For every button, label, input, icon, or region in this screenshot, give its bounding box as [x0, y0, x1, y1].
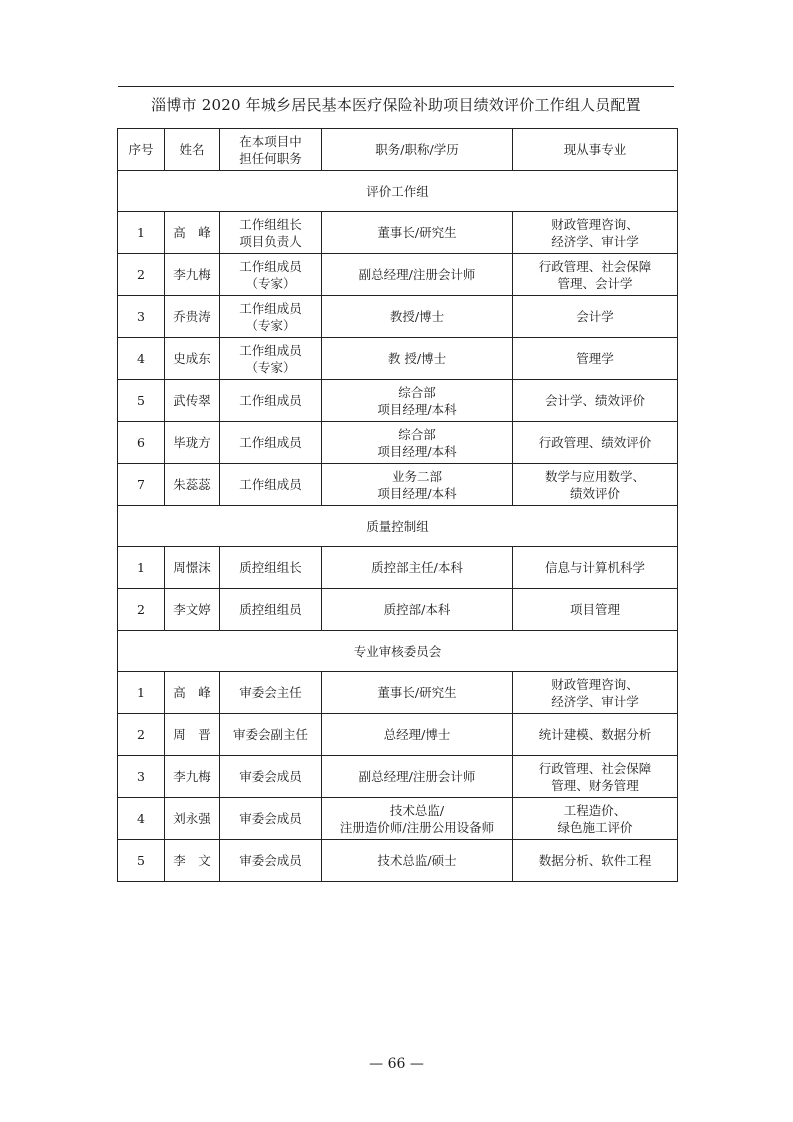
- cell-name: 李九梅: [165, 756, 220, 798]
- group-header-row: [118, 506, 678, 547]
- header-major: 现从事专业: [513, 129, 678, 171]
- cell-role: 工作组成员 （专家）: [220, 338, 322, 380]
- cell-role: 审委会成员: [220, 756, 322, 798]
- top-rule: [118, 86, 674, 87]
- cell-name: 李九梅: [165, 254, 220, 296]
- cell-major: 会计学: [513, 296, 678, 338]
- cell-role: 质控组组员: [220, 589, 322, 631]
- cell-major: 数据分析、软件工程: [513, 840, 678, 882]
- cell-no: 1: [118, 672, 165, 714]
- cell-name: 刘永强: [165, 798, 220, 840]
- cell-role: 工作组成员: [220, 422, 322, 464]
- cell-name: 史成东: [165, 338, 220, 380]
- cell-title: 技术总监/硕士: [322, 840, 513, 882]
- cell-role: 审委会主任: [220, 672, 322, 714]
- cell-role: 审委会成员: [220, 798, 322, 840]
- group-title: 质量控制组: [118, 506, 678, 547]
- cell-no: 2: [118, 589, 165, 631]
- group-header-row: [118, 171, 678, 212]
- cell-major: 统计建模、数据分析: [513, 714, 678, 756]
- cell-title: 综合部 项目经理/本科: [322, 380, 513, 422]
- cell-major: 行政管理、社会保障 管理、财务管理: [513, 756, 678, 798]
- cell-role: 工作组组长 项目负责人: [220, 212, 322, 254]
- table-row: [118, 714, 678, 756]
- table-row: [118, 212, 678, 254]
- cell-role: 审委会成员: [220, 840, 322, 882]
- header-role: 在本项目中 担任何职务: [220, 129, 322, 171]
- cell-name: 朱蕊蕊: [165, 464, 220, 506]
- cell-no: 1: [118, 212, 165, 254]
- cell-major: 财政管理咨询、 经济学、审计学: [513, 212, 678, 254]
- table-row: [118, 756, 678, 798]
- table-row: [118, 254, 678, 296]
- header-title: 职务/职称/学历: [322, 129, 513, 171]
- cell-title: 教 授/博士: [322, 338, 513, 380]
- cell-major: 数学与应用数学、 绩效评价: [513, 464, 678, 506]
- cell-no: 2: [118, 254, 165, 296]
- cell-role: 质控组组长: [220, 547, 322, 589]
- cell-name: 高 峰: [165, 212, 220, 254]
- cell-major: 行政管理、绩效评价: [513, 422, 678, 464]
- cell-name: 武传翠: [165, 380, 220, 422]
- cell-no: 5: [118, 840, 165, 882]
- table-row: [118, 798, 678, 840]
- cell-major: 项目管理: [513, 589, 678, 631]
- cell-title: 董事长/研究生: [322, 672, 513, 714]
- cell-role: 工作组成员 （专家）: [220, 296, 322, 338]
- staff-table-body: [118, 129, 678, 882]
- header-name: 姓名: [165, 129, 220, 171]
- cell-name: 周 晋: [165, 714, 220, 756]
- cell-title: 综合部 项目经理/本科: [322, 422, 513, 464]
- cell-major: 管理学: [513, 338, 678, 380]
- table-row: [118, 672, 678, 714]
- cell-title: 副总经理/注册会计师: [322, 756, 513, 798]
- header-row: [118, 129, 678, 171]
- cell-role: 工作组成员: [220, 464, 322, 506]
- cell-title: 董事长/研究生: [322, 212, 513, 254]
- group-title: 评价工作组: [118, 171, 678, 212]
- cell-major: 信息与计算机科学: [513, 547, 678, 589]
- cell-title: 副总经理/注册会计师: [322, 254, 513, 296]
- cell-title: 教授/博士: [322, 296, 513, 338]
- cell-no: 1: [118, 547, 165, 589]
- page-number: — 66 —: [369, 1056, 424, 1072]
- group-title: 专业审核委员会: [118, 631, 678, 672]
- cell-role: 审委会副主任: [220, 714, 322, 756]
- cell-no: 5: [118, 380, 165, 422]
- table-row: [118, 296, 678, 338]
- table-row: [118, 422, 678, 464]
- cell-title: 质控部/本科: [322, 589, 513, 631]
- cell-role: 工作组成员: [220, 380, 322, 422]
- document-title: 淄博市 2020 年城乡居民基本医疗保险补助项目绩效评价工作组人员配置: [151, 96, 641, 114]
- cell-major: 财政管理咨询、 经济学、审计学: [513, 672, 678, 714]
- table-row: [118, 547, 678, 589]
- cell-name: 高 峰: [165, 672, 220, 714]
- cell-name: 乔贵涛: [165, 296, 220, 338]
- cell-no: 3: [118, 296, 165, 338]
- cell-no: 4: [118, 338, 165, 380]
- table-row: [118, 338, 678, 380]
- cell-no: 3: [118, 756, 165, 798]
- staff-table: [117, 128, 678, 882]
- cell-title: 总经理/博士: [322, 714, 513, 756]
- cell-no: 6: [118, 422, 165, 464]
- cell-major: 会计学、绩效评价: [513, 380, 678, 422]
- cell-name: 李文婷: [165, 589, 220, 631]
- cell-major: 工程造价、 绿色施工评价: [513, 798, 678, 840]
- cell-no: 2: [118, 714, 165, 756]
- cell-no: 7: [118, 464, 165, 506]
- header-no: 序号: [118, 129, 165, 171]
- cell-no: 4: [118, 798, 165, 840]
- group-header-row: [118, 631, 678, 672]
- cell-role: 工作组成员 （专家）: [220, 254, 322, 296]
- cell-title: 技术总监/ 注册造价师/注册公用设备师: [322, 798, 513, 840]
- table-row: [118, 840, 678, 882]
- cell-major: 行政管理、社会保障 管理、会计学: [513, 254, 678, 296]
- cell-title: 质控部主任/本科: [322, 547, 513, 589]
- cell-title: 业务二部 项目经理/本科: [322, 464, 513, 506]
- table-row: [118, 464, 678, 506]
- cell-name: 李 文: [165, 840, 220, 882]
- table-row: [118, 589, 678, 631]
- cell-name: 毕珑方: [165, 422, 220, 464]
- cell-name: 周憬沫: [165, 547, 220, 589]
- table-row: [118, 380, 678, 422]
